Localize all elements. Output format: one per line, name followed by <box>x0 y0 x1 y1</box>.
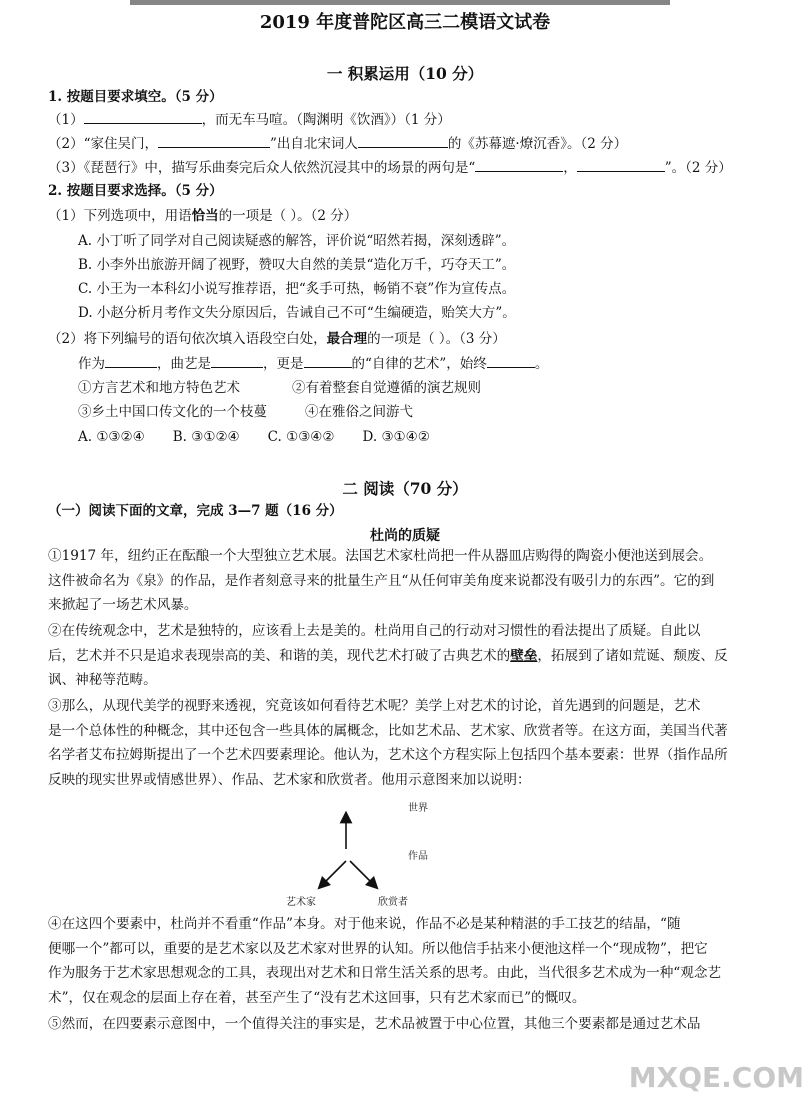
question-2-sub-1: （1）下列选项中，用语恰当的一项是（ ）。（2 分） <box>48 208 358 224</box>
diagram-arrows <box>300 805 410 895</box>
answer-d[interactable]: D. ③①④② <box>362 429 430 445</box>
answer-options <box>78 428 798 446</box>
option-c[interactable]: C. 小王为一本科幻小说写推荐语，把“炙手可热，畅销不衰”作为宣传点。 <box>78 281 516 297</box>
answer-a[interactable]: A. ①③②④ <box>78 429 145 445</box>
question-1-item-3: （3）《琵琶行》中，描写乐曲奏完后众人依然沉浸其中的场景的两句是“ ， ”。（2 分） <box>48 160 732 176</box>
diagram-label-work: 作品 <box>408 851 428 862</box>
choice-1: ①方言艺术和地方特色艺术 <box>78 380 240 396</box>
reading-part-1-heading: （一）阅读下面的文章，完成 3—7 题（16 分） <box>48 503 343 519</box>
question-1-item-1: （1） ，而无车马喧。（陶渊明《饮酒》）（1 分） <box>48 112 451 128</box>
option-b[interactable]: B. 小李外出旅游开阔了视野，赞叹大自然的美景“造化万千，巧夺天工”。 <box>78 257 516 273</box>
arrow-to-viewer <box>350 861 374 885</box>
choice-2: ②有着整套自觉遵循的演艺规则 <box>292 380 481 396</box>
paragraph-1: ①1917 年，纽约正在酝酿一个大型独立艺术展。法国艺术家杜尚把一件从器皿店购得的陶瓷小便池送到展会。 这件被命名为《泉》的作品，是作者刻意寻来的批量生产且“从任何审美角度来说都没有吸引力的东西”。它的到 来掀起了一场艺术风暴。 <box>48 548 715 613</box>
underlined-term: 壁垒 <box>510 647 538 664</box>
answer-blank[interactable] <box>475 158 563 172</box>
sentence-choices-row-1 <box>78 379 798 397</box>
answer-blank[interactable] <box>105 354 157 368</box>
choice-4: ④在雅俗之间游弋 <box>305 404 413 420</box>
choice-3: ③乡土中国口传文化的一个枝蔓 <box>78 404 267 420</box>
answer-blank[interactable] <box>577 158 665 172</box>
answer-c[interactable]: C. ①③④② <box>267 429 335 445</box>
question-2-heading: 2. 按题目要求选择。（5 分） <box>48 183 223 199</box>
page-title: 2019 年度普陀区高三二模语文试卷 <box>259 12 551 33</box>
section-heading-reading: 二 阅读（70 分） <box>342 479 468 498</box>
question-2-sub-2: （2）将下列编号的语句依次填入语段空白处，最合理的一项是（ ）。（3 分） <box>48 331 506 347</box>
paragraph-3: ③那么，从现代美学的视野来透视，究竟该如何看待艺术呢？美学上对艺术的讨论，首先遇到的问题是，艺术 是一个总体性的种概念，其中还包含一些具体的属概念，比如艺术品、艺术家、欣赏者等。在这方面，美国当代著 名学者艾布拉姆斯提出了一个艺术四要素理论。他认为，艺术这个方程实际上包括四个基本要素：世界（指作品所 反映的现实世界或情感世界）、作品、艺术家和欣赏者。他用示意图来加以说明： <box>48 698 728 788</box>
question-1-item-2: （2）“家住吴门， ”出自北宋词人 的《苏幕遮·燎沉香》。（2 分） <box>48 136 628 152</box>
diagram-label-artist: 艺术家 <box>286 897 316 908</box>
watermark: MXQE.COM <box>628 1061 804 1094</box>
answer-blank[interactable] <box>358 134 448 148</box>
section-heading-accumulation: 一 积累运用（10 分） <box>326 64 484 83</box>
sentence-choices-row-2 <box>78 403 798 421</box>
answer-blank[interactable] <box>158 134 270 148</box>
paragraph-2: ②在传统观念中，艺术是独特的，应该看上去是美的。杜尚用自己的行动对习惯性的看法提出了质疑。自此以 后，艺术并不只是追求表现崇高的美、和谐的美，现代艺术打破了古典艺术的壁垒，拓展到了诸如荒诞、颓废、反 讽、神秘等范畴。 <box>48 623 728 688</box>
paragraph-4: ④在这四个要素中，杜尚并不看重“作品”本身。对于他来说，作品不必是某种精湛的手工技艺的结晶，“随 便哪一个”都可以，重要的是艺术家以及艺术家对世界的认知。所以他信手拈来小便池这样一个“现成物”，把它 作为服务于艺术家思想观念的工具，表现出对艺术和日常生活关系的思考。由此，当代很多艺术成为一种“观念艺 术”，仅在观念的层面上存在着，甚至产生了“没有艺术这回事，只有艺术家而已”的慨叹。 <box>48 916 722 1006</box>
article-title: 杜尚的质疑 <box>370 528 440 544</box>
diagram-label-viewer: 欣赏者 <box>378 897 408 908</box>
arrow-to-artist <box>322 861 346 885</box>
answer-blank[interactable] <box>487 354 535 368</box>
answer-blank[interactable] <box>84 110 202 124</box>
answer-blank[interactable] <box>211 354 263 368</box>
paragraph-5: ⑤然而，在四要素示意图中，一个值得关注的事实是，艺术品被置于中心位置，其他三个要素都是通过艺术品 <box>48 1016 701 1032</box>
fill-in-passage: 作为 ，曲艺是 ，更是 的“自律的艺术”，始终 。 <box>78 356 549 372</box>
answer-blank[interactable] <box>304 354 352 368</box>
scan-header-strip <box>130 0 670 5</box>
option-a[interactable]: A. 小丁听了同学对自己阅读疑惑的解答，评价说“昭然若揭，深刻透辟”。 <box>78 233 516 249</box>
question-1-heading: 1. 按题目要求填空。（5 分） <box>48 89 223 105</box>
answer-b[interactable]: B. ③①②④ <box>172 429 240 445</box>
option-d[interactable]: D. 小赵分析月考作文失分原因后，告诫自己不可“生编硬造，贻笑大方”。 <box>78 305 516 321</box>
diagram-label-world: 世界 <box>408 803 428 814</box>
